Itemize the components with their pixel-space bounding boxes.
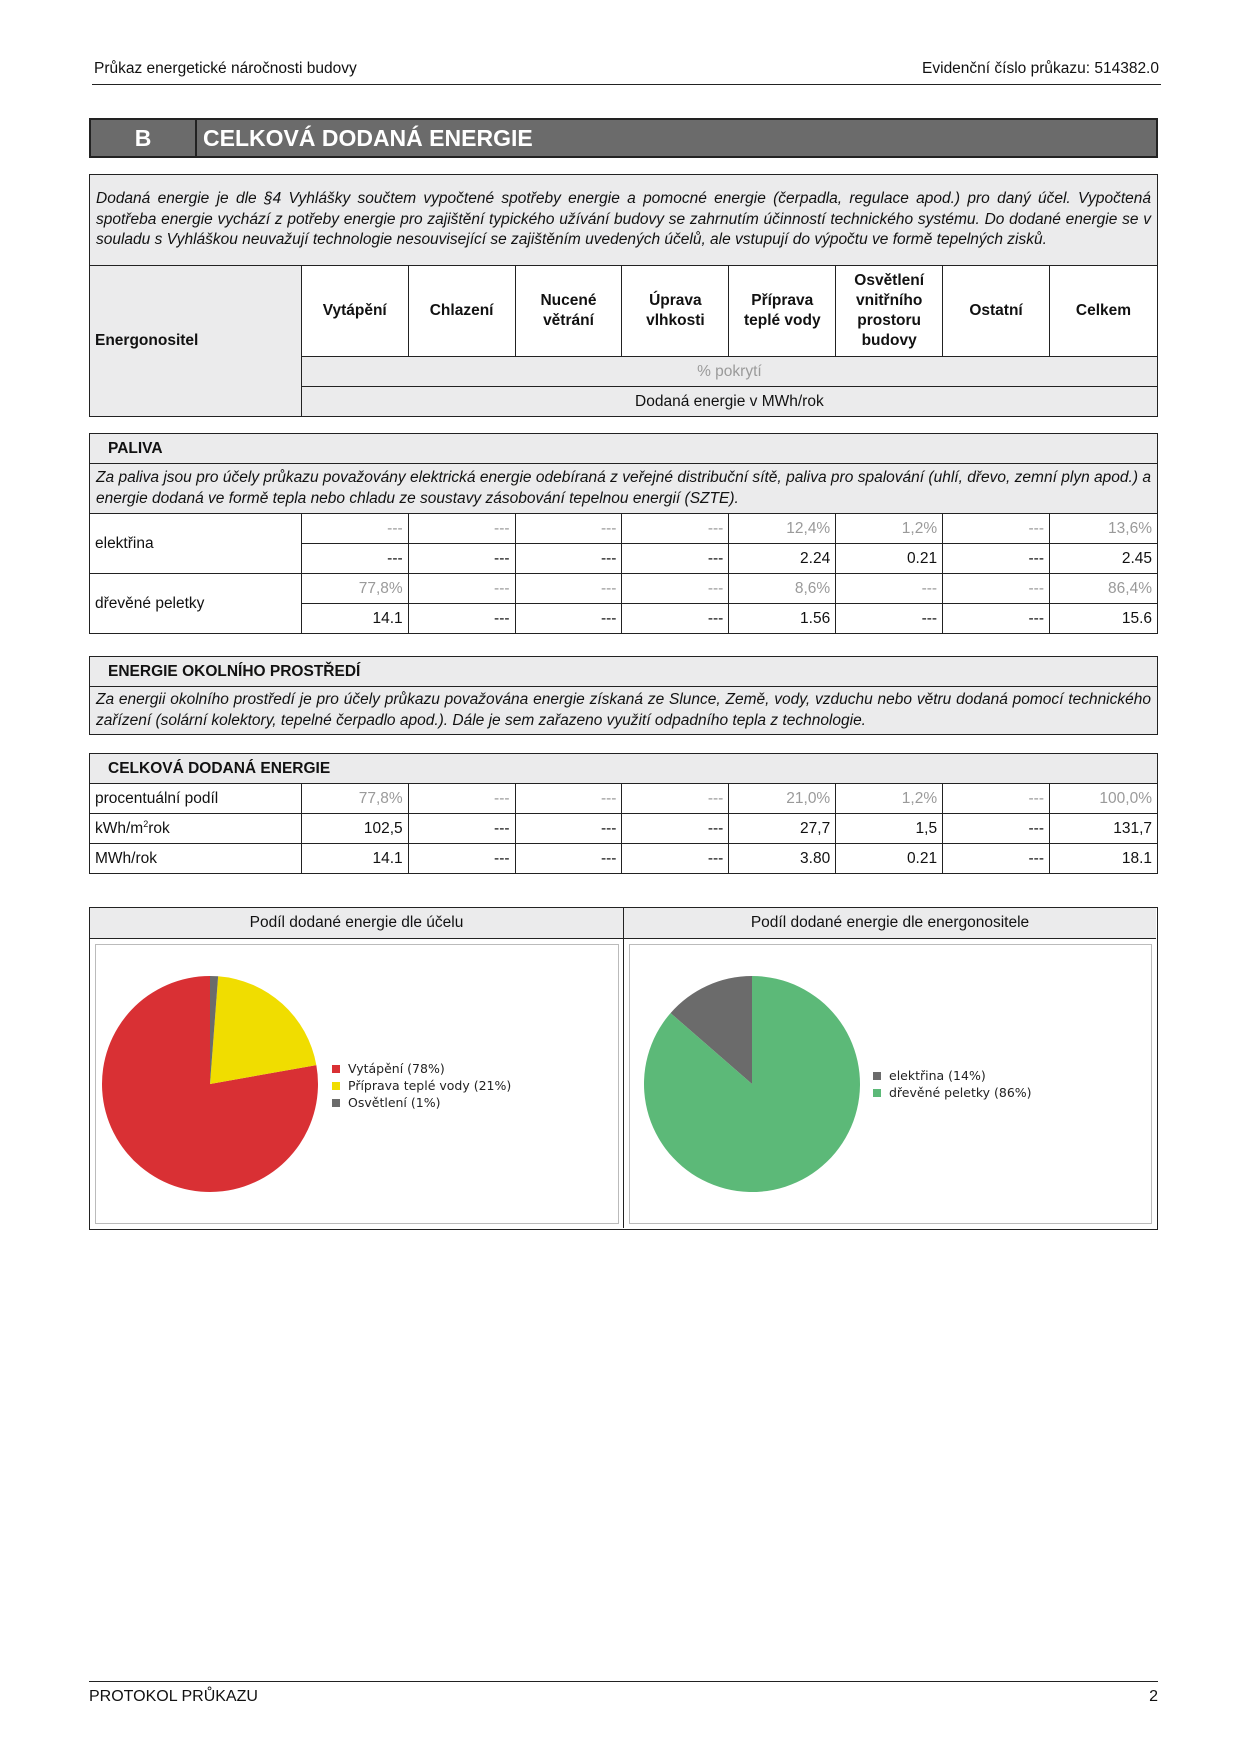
value-cell: --- [622,784,729,814]
document-title: Průkaz energetické náročnosti budovy [94,60,357,77]
value-cell: 3.80 [729,844,836,874]
chart-carrier-title: Podíl dodané energie dle energonositele [624,908,1156,939]
energonositel-name: dřevěné peletky [90,574,302,634]
value-cell: 102,5 [301,814,408,844]
value-cell: 77,8% [301,784,408,814]
value-cell: 100,0% [1050,784,1158,814]
certificate-number: Evidenční číslo průkazu: 514382.0 [922,60,1159,77]
value-cell: --- [515,814,622,844]
table-row [90,844,1158,874]
col-chlazeni: Chlazení [408,266,515,357]
pct-cell: 12,4% [729,514,836,544]
value-cell: --- [943,844,1050,874]
pct-cell: --- [943,574,1050,604]
value-cell: --- [408,844,515,874]
pct-cell: --- [622,574,729,604]
pct-cell: --- [943,514,1050,544]
col-ostatni: Ostatní [943,266,1050,357]
mwh-cell: --- [622,544,729,574]
paliva-table [89,433,1158,634]
mwh-cell: 1.56 [729,604,836,634]
intro-text: Dodaná energie je dle §4 Vyhlášky součtem vypočtené spotřeby energie a pomocné energie (čerpadla, regulace apod.) pro daný účel. Vypočtená spotřeba energie vychází z potřeby energie pro zajištění typického užívání budovy se zahrnutím účinností technického systému. Do dodané energie se v souladu s Vyhláškou neuvažují technologie nesouvisející se zajištěním uvedených účelů, ale vstupují do výpočtu ve formě tepelných zisků. [90,175,1158,266]
legend-label: Příprava teplé vody (21%) [348,1078,512,1093]
unit-superscript: 2 [143,818,149,829]
mwh-cell: --- [515,604,622,634]
table-row [90,784,1158,814]
legend-label: Vytápění (78%) [348,1061,445,1076]
pie-chart-carrier [630,945,1152,1224]
col-priprava-teple-vody: Příprava teplé vody [729,266,836,357]
row-label: procentuální podíl [90,784,302,814]
pct-cell: --- [408,574,515,604]
value-cell: --- [622,844,729,874]
charts-panel [89,907,1158,1230]
energonositel-name: elektřina [90,514,302,574]
section-title-bar [89,118,1158,158]
value-cell: --- [943,814,1050,844]
chart-legend [873,1068,1032,1100]
pct-cell: --- [301,514,408,544]
unit-tail: rok [148,820,170,838]
value-cell: 0.21 [836,844,943,874]
value-cell: --- [408,784,515,814]
value-cell: --- [622,814,729,844]
section-title: CELKOVÁ DODANÁ ENERGIE [203,125,533,151]
dodana-energie-label: Dodaná energie v MWh/rok [301,387,1157,417]
mwh-cell: --- [943,604,1050,634]
pie-chart-purpose [96,945,618,1224]
value-cell: 14.1 [301,844,408,874]
mwh-cell: --- [622,604,729,634]
chart-purpose-panel [90,908,624,1228]
mwh-cell: --- [301,544,408,574]
value-cell: 1,2% [836,784,943,814]
table-row [90,814,1158,844]
pct-cell: 8,6% [729,574,836,604]
celkova-table [89,753,1158,874]
okoli-title: ENERGIE OKOLNÍHO PROSTŘEDÍ [90,657,1158,687]
mwh-cell: --- [408,544,515,574]
col-nucene-vetrani: Nucené větrání [515,266,622,357]
table-row [90,514,1158,544]
value-cell: --- [943,784,1050,814]
pct-cell: 86,4% [1050,574,1158,604]
pct-cell: --- [515,574,622,604]
legend-swatch [873,1072,881,1080]
value-cell: --- [408,814,515,844]
pie-slice [210,976,316,1084]
pokryti-label: % pokrytí [301,357,1157,387]
col-celkem: Celkem [1050,266,1158,357]
section-letter: B [91,120,197,156]
mwh-cell: 2.24 [729,544,836,574]
value-cell: 27,7 [729,814,836,844]
celkova-title: CELKOVÁ DODANÁ ENERGIE [90,754,1158,784]
mwh-cell: 2.45 [1050,544,1158,574]
pct-cell: 77,8% [301,574,408,604]
legend-swatch [332,1065,340,1073]
row-label: MWh/rok [90,844,302,874]
page-number: 2 [1149,1688,1158,1705]
mwh-cell: 15.6 [1050,604,1158,634]
pct-cell: --- [515,514,622,544]
mwh-cell: --- [836,604,943,634]
footer-label: PROTOKOL PRŮKAZU [89,1688,258,1705]
value-cell: 18.1 [1050,844,1158,874]
pct-cell: --- [622,514,729,544]
legend-swatch [873,1089,881,1097]
legend-swatch [332,1082,340,1090]
table-row [90,574,1158,604]
unit-main: kWh/m [95,820,144,838]
paliva-note: Za paliva jsou pro účely průkazu považovány elektrická energie odebíraná z veřejné distribuční sítě, paliva pro spalování (uhlí, dřevo, zemní plyn apod.) a energie dodaná ve formě tepla nebo chladu ze soustavy zásobování tepelnou energií (SZTE). [90,464,1158,514]
mwh-cell: --- [515,544,622,574]
chart-legend [332,1061,511,1110]
legend-swatch [332,1099,340,1107]
page-header [92,58,1161,85]
value-cell: 1,5 [836,814,943,844]
pct-cell: 13,6% [1050,514,1158,544]
mwh-cell: 14.1 [301,604,408,634]
page-footer [89,1681,1158,1708]
chart-carrier-area [629,944,1152,1224]
mwh-cell: --- [943,544,1050,574]
col-osvetleni: Osvětlení vnitřního prostoru budovy [836,266,943,357]
header-table [89,174,1158,417]
value-cell: 131,7 [1050,814,1158,844]
chart-purpose-area [95,944,619,1224]
value-cell: --- [515,844,622,874]
okoli-table [89,656,1158,735]
row-label [90,814,302,844]
legend-label: dřevěné peletky (86%) [889,1085,1032,1100]
okoli-note: Za energii okolního prostředí je pro účely průkazu považována energie získaná ze Slunce, Země, vody, vzduchu nebo větru dodaná pomocí technického zařízení (solární kolektory, tepelné čerpadlo apod.). Dále je sem zařazeno využití odpadního tepla z technologie. [90,687,1158,735]
pct-cell: 1,2% [836,514,943,544]
legend-label: elektřina (14%) [889,1068,986,1083]
value-cell: 21,0% [729,784,836,814]
pct-cell: --- [408,514,515,544]
col-uprava-vlhkosti: Úprava vlhkosti [622,266,729,357]
mwh-cell: --- [408,604,515,634]
legend-label: Osvětlení (1%) [348,1095,441,1110]
energonositel-header: Energonositel [90,266,302,417]
chart-purpose-title: Podíl dodané energie dle účelu [90,908,623,939]
paliva-title: PALIVA [90,434,1158,464]
chart-carrier-panel [624,908,1156,1228]
col-vytapeni: Vytápění [301,266,408,357]
value-cell: --- [515,784,622,814]
pct-cell: --- [836,574,943,604]
mwh-cell: 0.21 [836,544,943,574]
